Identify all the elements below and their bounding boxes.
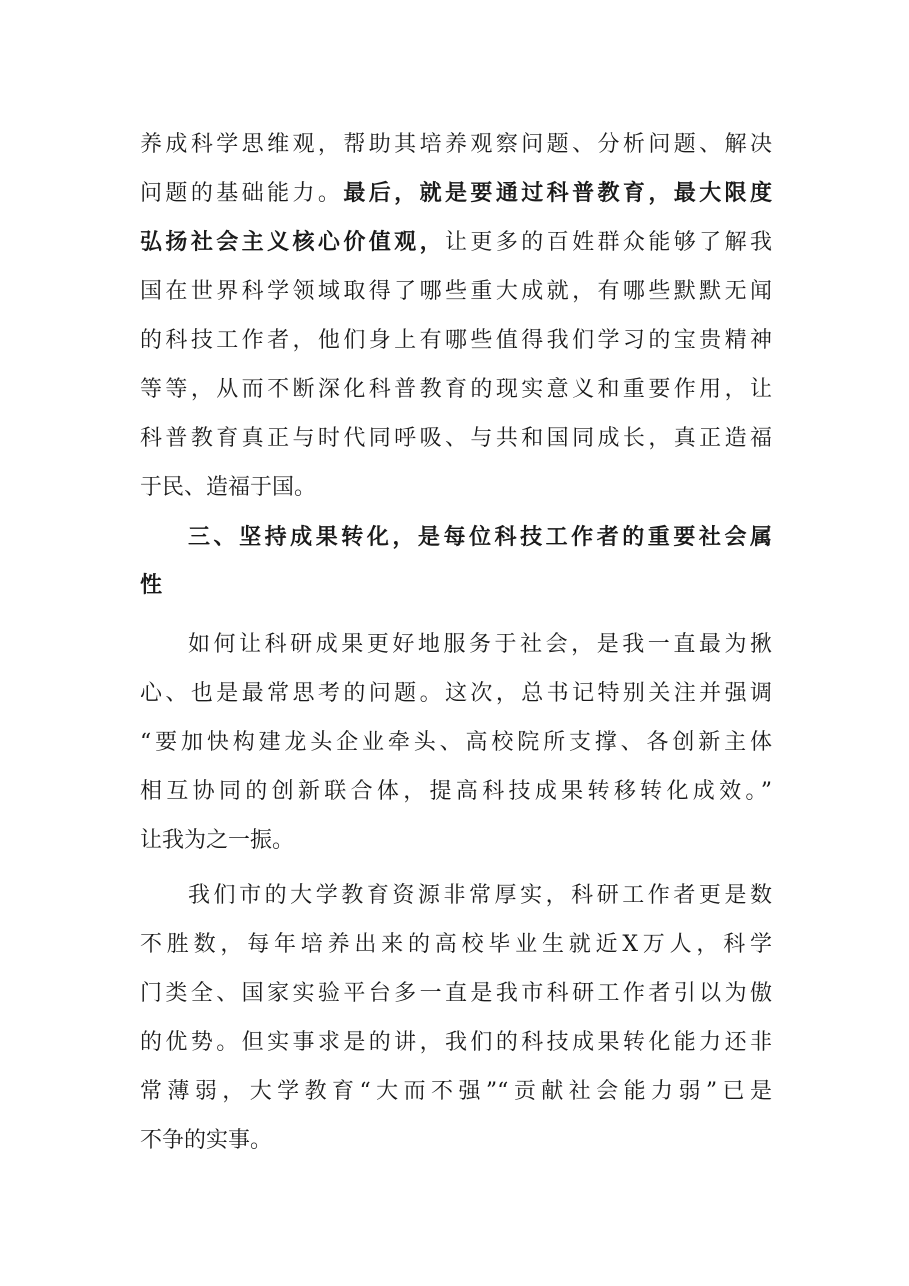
paragraph-line: 如何让科研成果更好地服务于社会，是我一直最为揪: [188, 632, 772, 657]
section-heading: 性: [140, 573, 163, 598]
paragraph-line: 国在世界科学领域取得了哪些重大成就，有哪些默默无闻: [140, 279, 772, 304]
section-heading: 三、坚持成果转化，是每位科技工作者的重要社会属: [188, 525, 772, 550]
paragraph-line: 等等，从而不断深化科普教育的现实意义和重要作用，让: [140, 377, 772, 402]
paragraph-line: 于民、造福于国。: [140, 475, 317, 500]
paragraph-line: 常薄弱，大学教育“大而不强”“贡献社会能力弱”已是: [140, 1079, 772, 1104]
paragraph-text: 问题的基础能力。: [140, 181, 344, 206]
paragraph-line: 不争的实事。: [140, 1128, 273, 1153]
paragraph-line: 科普教育真正与时代同呼吸、与共和国同成长，真正造福: [140, 426, 772, 451]
paragraph-line: 我们市的大学教育资源非常厚实，科研工作者更是数: [188, 883, 772, 908]
paragraph-line: 的优势。但实事求是的讲，我们的科技成果转化能力还非: [140, 1030, 772, 1055]
paragraph-line: “要加快构建龙头企业牵头、高校院所支撑、各创新主体: [140, 730, 772, 755]
paragraph-line: 心、也是最常思考的问题。这次，总书记特别关注并强调: [140, 681, 772, 706]
paragraph-line: 相互协同的创新联合体，提高科技成果转移转化成效。”: [140, 779, 772, 804]
bold-emphasis: 弘扬社会主义核心价值观，: [140, 230, 445, 255]
paragraph-line: [140, 218, 772, 267]
paragraph-line: 养成科学思维观，帮助其培养观察问题、分析问题、解决: [140, 132, 772, 157]
paragraph-line: 让我为之一振。: [140, 828, 295, 853]
paragraph-line: 不胜数，每年培养出来的高校毕业生就近X万人，科学: [140, 932, 772, 957]
paragraph-line: 的科技工作者，他们身上有哪些值得我们学习的宝贵精神: [140, 328, 772, 353]
paragraph-text: 让更多的百姓群众能够了解我: [445, 230, 772, 255]
bold-emphasis: 最后，就是要通过科普教育，最大限度: [343, 181, 772, 206]
paragraph-line: [140, 169, 772, 218]
paragraph-line: 门类全、国家实验平台多一直是我市科研工作者引以为傲: [140, 981, 772, 1006]
